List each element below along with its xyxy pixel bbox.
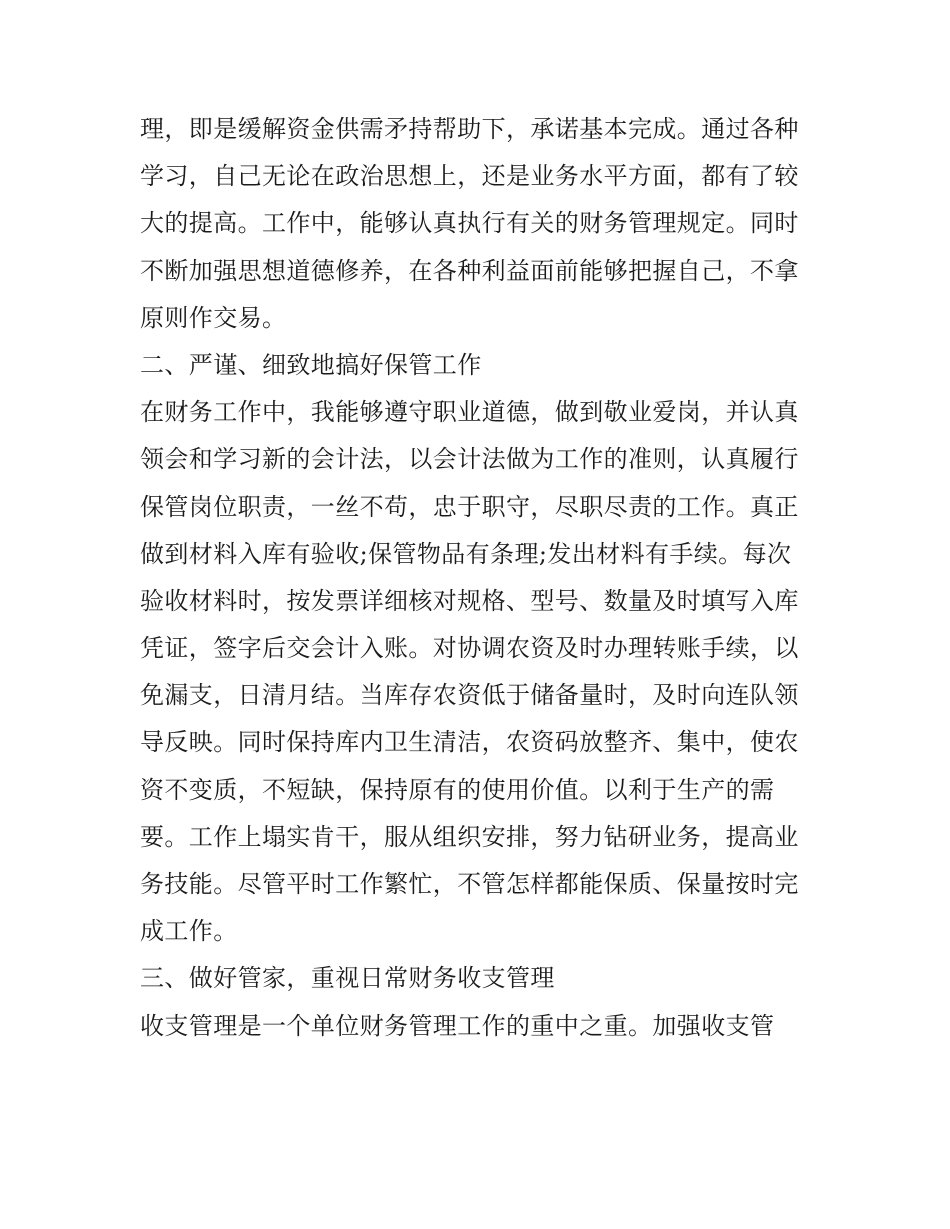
text-line: 导反映。同时保持库内卫生清洁，农资码放整齐、集中，使农 <box>140 728 799 757</box>
text-line: 学习，自己无论在政治思想上，还是业务水平方面，都有了较 <box>140 162 799 191</box>
section-heading: 三、做好管家，重视日常财务收支管理 <box>140 964 555 993</box>
text-line: 做到材料入库有验收;保管物品有条理;发出材料有手续。每次 <box>140 539 792 568</box>
text-line: 领会和学习新的会计法，以会计法做为工作的准则，认真履行 <box>140 445 799 474</box>
text-line: 要。工作上塌实肯干，服从组织安排，努力钻研业务，提高业 <box>140 822 799 851</box>
section-heading: 二、严谨、细致地搞好保管工作 <box>140 350 482 379</box>
text-line: 收支管理是一个单位财务管理工作的重中之重。加强收支管 <box>140 1011 775 1040</box>
text-line: 原则作交易。 <box>140 303 287 332</box>
text-line: 不断加强思想道德修养，在各种利益面前能够把握自己，不拿 <box>140 256 799 285</box>
text-line: 免漏支，日清月结。当库存农资低于储备量时，及时向连队领 <box>140 681 799 710</box>
text-line: 在财务工作中，我能够遵守职业道德，做到敬业爱岗，并认真 <box>140 398 799 427</box>
text-line: 凭证，签字后交会计入账。对协调农资及时办理转账手续，以 <box>140 634 799 663</box>
text-line: 务技能。尽管平时工作繁忙，不管怎样都能保质、保量按时完 <box>140 870 799 898</box>
text-line: 成工作。 <box>140 917 238 946</box>
document-body <box>140 106 820 1050</box>
text-line: 大的提高。工作中，能够认真执行有关的财务管理规定。同时 <box>140 209 799 238</box>
text-line: 资不变质，不短缺，保持原有的使用价值。以利于生产的需 <box>140 775 775 804</box>
text-line: 保管岗位职责，一丝不苟，忠于职守，尽职尽责的工作。真正 <box>140 492 799 521</box>
text-line: 理，即是缓解资金供需矛持帮助下，承诺基本完成。通过各种 <box>140 115 799 143</box>
text-line: 验收材料时，按发票详细核对规格、型号、数量及时填写入库 <box>140 586 799 615</box>
